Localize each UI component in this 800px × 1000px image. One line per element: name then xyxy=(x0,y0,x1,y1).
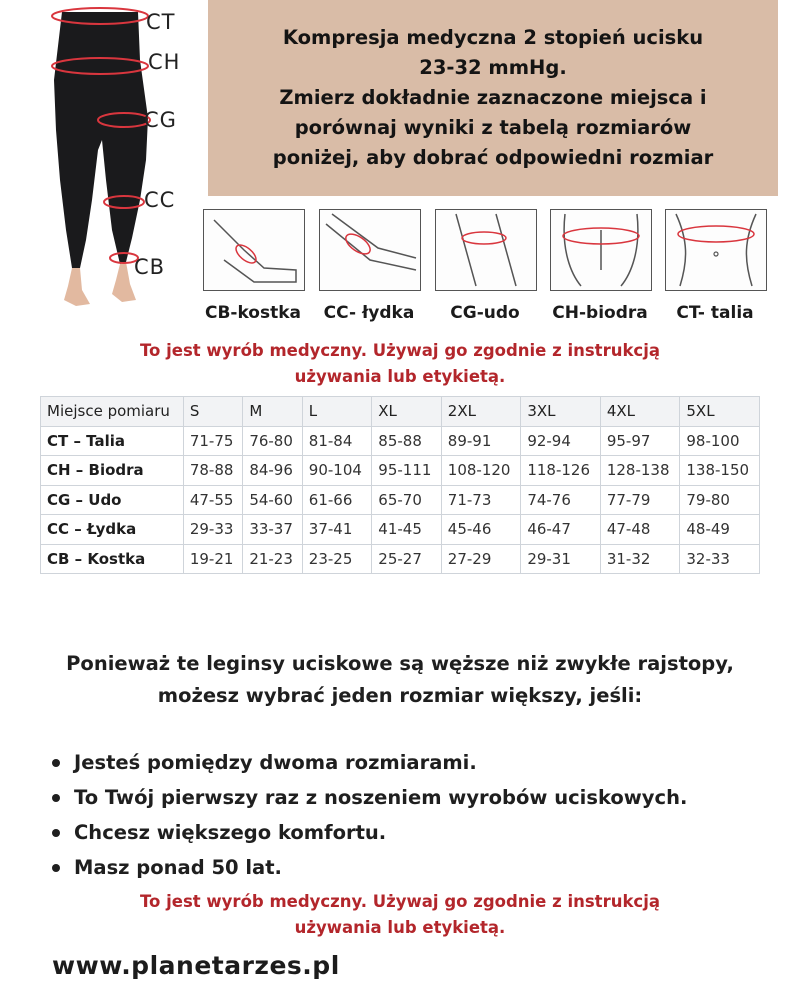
list-item-text: Chcesz większego komfortu. xyxy=(74,821,387,844)
bullet-icon xyxy=(52,794,60,802)
size-table-header-row xyxy=(41,397,760,427)
table-cell: 65-70 xyxy=(372,485,442,515)
table-cell: 78-88 xyxy=(183,456,242,486)
table-cell: 71-75 xyxy=(183,426,242,456)
table-cell: 81-84 xyxy=(302,426,372,456)
size-advice xyxy=(0,648,800,712)
table-cell: 23-25 xyxy=(302,544,372,574)
table-cell: 128-138 xyxy=(600,456,680,486)
table-cell: 21-23 xyxy=(243,544,302,574)
warning-line-2: używania lub etykietą. xyxy=(294,367,506,386)
header-cell-l: L xyxy=(302,397,372,427)
header-cell-2xl: 2XL xyxy=(441,397,521,427)
header-cell-5xl: 5XL xyxy=(680,397,760,427)
table-cell: 54-60 xyxy=(243,485,302,515)
table-cell: 27-29 xyxy=(441,544,521,574)
table-cell: 33-37 xyxy=(243,515,302,545)
table-cell: 98-100 xyxy=(680,426,760,456)
list-item-text: To Twój pierwszy raz z noszeniem wyrobów uciskowych. xyxy=(74,786,688,809)
table-row xyxy=(41,515,760,545)
cb-label: CB xyxy=(134,255,166,279)
table-cell: 76-80 xyxy=(243,426,302,456)
waist-measure-icon xyxy=(665,209,767,291)
leggings-shape xyxy=(54,12,148,268)
table-cell: 48-49 xyxy=(680,515,760,545)
calf-measure-icon xyxy=(319,209,421,291)
bullet-icon xyxy=(52,864,60,872)
table-cell: 29-31 xyxy=(521,544,601,574)
table-cell: 95-111 xyxy=(372,456,442,486)
table-cell: 85-88 xyxy=(372,426,442,456)
table-cell: 89-91 xyxy=(441,426,521,456)
header-cell-3xl: 3XL xyxy=(521,397,601,427)
header-line-3: Zmierz dokładnie zaznaczone miejsca i xyxy=(279,86,707,109)
advice-line-1: Ponieważ te leginsy uciskowe są węższe niż zwykłe rajstopy, xyxy=(66,652,734,675)
table-cell: 47-48 xyxy=(600,515,680,545)
header-cell-xl: XL xyxy=(372,397,442,427)
list-item xyxy=(48,745,687,780)
table-cell: CT – Talia xyxy=(41,426,184,456)
hips-measure-icon xyxy=(550,209,652,291)
pictogram-label-hips: CH-biodra xyxy=(552,303,648,323)
table-row xyxy=(41,485,760,515)
table-cell: 45-46 xyxy=(441,515,521,545)
pictogram-label-thigh: CG-udo xyxy=(450,303,520,323)
table-cell: 138-150 xyxy=(680,456,760,486)
header-cell-measure: Miejsce pomiaru xyxy=(41,397,184,427)
table-cell: 90-104 xyxy=(302,456,372,486)
table-cell: CB – Kostka xyxy=(41,544,184,574)
table-cell: 84-96 xyxy=(243,456,302,486)
table-cell: CH – Biodra xyxy=(41,456,184,486)
warning-line-2: używania lub etykietą. xyxy=(294,918,506,937)
table-row xyxy=(41,426,760,456)
list-item xyxy=(48,780,687,815)
right-foot xyxy=(112,262,136,302)
table-cell: 37-41 xyxy=(302,515,372,545)
table-cell: 74-76 xyxy=(521,485,601,515)
header-line-1: Kompresja medyczna 2 stopień ucisku xyxy=(282,26,704,49)
advice-bullet-list xyxy=(48,745,687,885)
cc-label: CC xyxy=(144,188,176,212)
header-cell-s: S xyxy=(183,397,242,427)
table-cell: 31-32 xyxy=(600,544,680,574)
bullet-icon xyxy=(52,829,60,837)
table-cell: 41-45 xyxy=(372,515,442,545)
list-item-text: Masz ponad 50 lat. xyxy=(74,856,282,879)
list-item-text: Jesteś pomiędzy dwoma rozmiarami. xyxy=(74,751,477,774)
cg-label: CG xyxy=(144,108,177,132)
compression-info-box xyxy=(208,0,778,196)
table-cell: 95-97 xyxy=(600,426,680,456)
table-cell: 25-27 xyxy=(372,544,442,574)
bullet-icon xyxy=(52,759,60,767)
left-foot xyxy=(64,268,90,306)
list-item xyxy=(48,815,687,850)
table-cell: 71-73 xyxy=(441,485,521,515)
table-cell: 108-120 xyxy=(441,456,521,486)
pictogram-label-ankle: CB-kostka xyxy=(204,303,302,323)
table-cell: 19-21 xyxy=(183,544,242,574)
table-row xyxy=(41,544,760,574)
medical-device-warning-top xyxy=(0,338,800,390)
table-cell: 32-33 xyxy=(680,544,760,574)
leggings-figure xyxy=(20,0,200,330)
header-cell-m: M xyxy=(243,397,302,427)
table-cell: 61-66 xyxy=(302,485,372,515)
table-cell: 46-47 xyxy=(521,515,601,545)
list-item xyxy=(48,850,687,885)
table-cell: 92-94 xyxy=(521,426,601,456)
thigh-measure-icon xyxy=(435,209,537,291)
warning-line-1: To jest wyrób medyczny. Używaj go zgodnie z instrukcją xyxy=(139,892,661,911)
advice-line-2: możesz wybrać jeden rozmiar większy, jeśli: xyxy=(157,684,643,707)
header-line-4: porównaj wyniki z tabelą rozmiarów xyxy=(294,116,692,139)
table-cell: 118-126 xyxy=(521,456,601,486)
table-cell: CG – Udo xyxy=(41,485,184,515)
header-line-2: 23-32 mmHg. xyxy=(419,56,567,79)
table-cell: 47-55 xyxy=(183,485,242,515)
header-line-5: poniżej, aby dobrać odpowiedni rozmiar xyxy=(272,146,714,169)
table-row xyxy=(41,456,760,486)
size-table xyxy=(40,396,760,574)
ch-label: CH xyxy=(148,50,181,74)
table-cell: CC – Łydka xyxy=(41,515,184,545)
website-url[interactable]: www.planetarzes.pl xyxy=(52,951,340,980)
table-cell: 29-33 xyxy=(183,515,242,545)
header-cell-4xl: 4XL xyxy=(600,397,680,427)
table-cell: 79-80 xyxy=(680,485,760,515)
table-cell: 77-79 xyxy=(600,485,680,515)
medical-device-warning-bottom xyxy=(0,889,800,941)
pictogram-label-waist: CT- talia xyxy=(676,303,754,323)
ankle-measure-icon xyxy=(203,209,305,291)
ct-label: CT xyxy=(146,10,176,34)
warning-line-1: To jest wyrób medyczny. Używaj go zgodnie z instrukcją xyxy=(139,341,661,360)
pictogram-label-calf: CC- łydka xyxy=(323,303,415,323)
